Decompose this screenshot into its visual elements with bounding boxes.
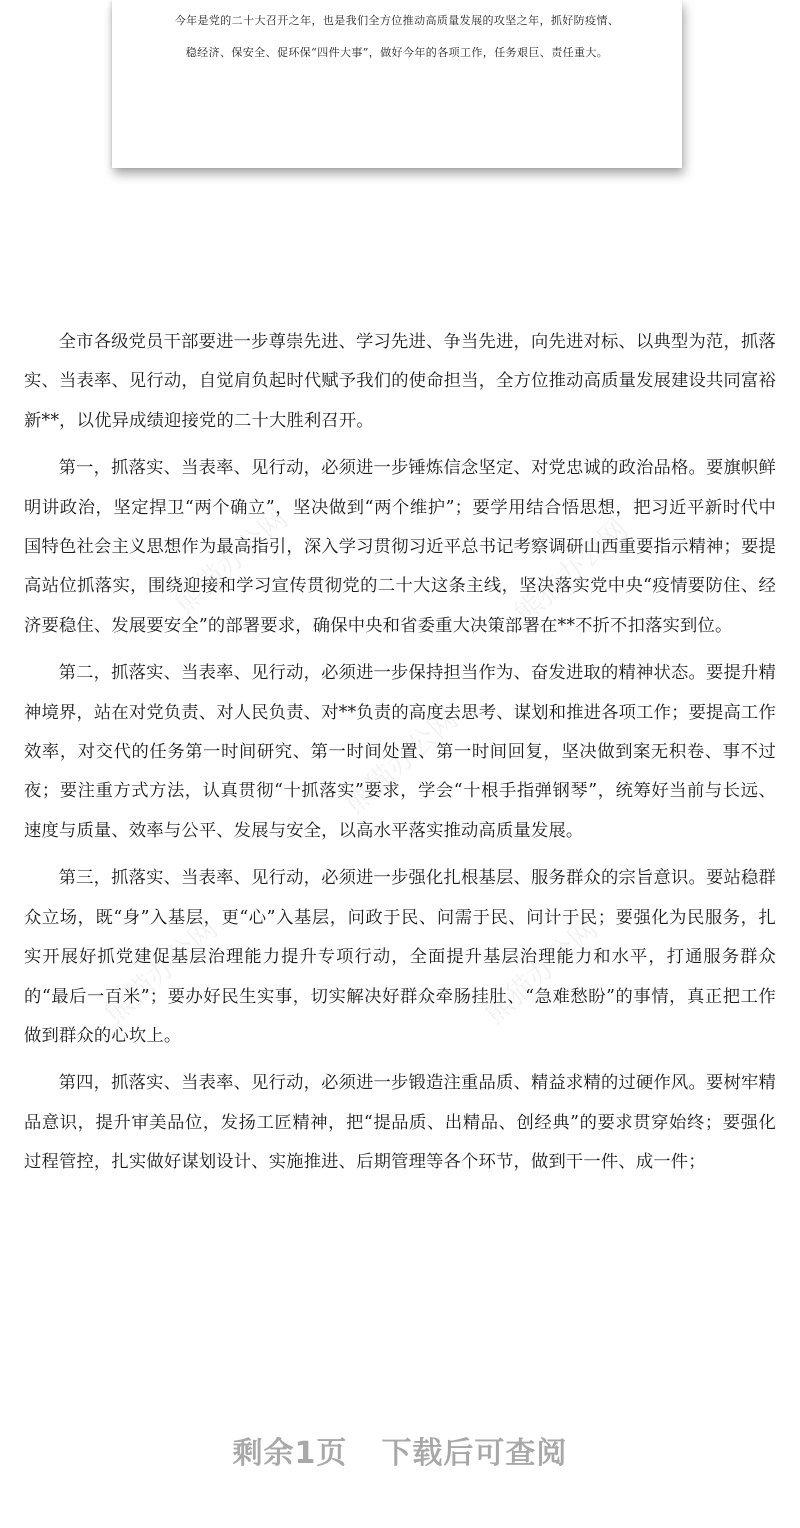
watermark: 熊猫办公网 — [167, 502, 295, 621]
watermark: 熊猫办公网 — [97, 912, 225, 1031]
watermark: 熊猫办公网 — [337, 702, 465, 821]
watermark: 熊猫办公网 — [477, 912, 605, 1031]
previous-page-card — [112, 0, 682, 168]
remaining-pages-label: 剩余1页 — [232, 1436, 348, 1471]
paragraph-third: 第三，抓落实、当表率、见行动，必须进一步强化扎根基层、服务群众的宗旨意识。要站稳群众立场，既“身”入基层，更“心”入基层，问政于民、问需于民、问计于民；要强化为民服务，扎实开展好抓党建促基层治理能力提升专项行动，全面提升基层治理能力和水平，打通服务群众的“最后一百米”；要办好民生实事，切实解决好群众牵肠挂肚、“急难愁盼”的事情，真正把工作做到群众的心坎上。 — [24, 868, 776, 1046]
watermark: 熊猫办公网 — [507, 512, 635, 631]
paragraph-first: 第一，抓落实、当表率、见行动，必须进一步锤炼信念坚定、对党忠诚的政治品格。要旗帜鲜明讲政治，坚定捍卫“两个确立”，坚决做到“两个维护”；要学用结合悟思想，把习近平新时代中国特色社会主义思想作为最高指引，深入学习贯彻习近平总书记考察调研山西重要指示精神；要提高站位抓落实，围绕迎接和学习宣传贯彻党的二十大这条主线，坚决落实党中央“疫情要防住、经济要稳住、发展要安全”的部署要求，确保中央和省委重大决策部署在**不折不扣落实到位。 — [24, 458, 776, 636]
download-hint-label: 下载后可查阅 — [381, 1436, 568, 1471]
previous-page-line-2: 稳经济、保安全、促环保“四件大事”，做好今年的各项工作，任务艰巨、责任重大。 — [185, 46, 609, 59]
download-prompt[interactable] — [0, 1428, 800, 1472]
paragraph-fourth: 第四，抓落实、当表率、见行动，必须进一步锻造注重品质、精益求精的过硬作风。要树牢精品意识，提升审美品位，发扬工匠精神，把“提品质、出精品、创经典”的要求贯穿始终；要强化过程管控，扎实做好谋划设计、实施推进、后期管理等各个环节，做到干一件、成一件； — [24, 1073, 776, 1173]
paragraph-intro: 全市各级党员干部要进一步尊崇先进、学习先进、争当先进，向先进对标、以典型为范，抓落实、当表率、见行动，自觉肩负起时代赋予我们的使命担当，全方位推动高质量发展建设共同富裕新**，以优异成绩迎接党的二十大胜利召开。 — [24, 332, 776, 431]
paragraph-second: 第二，抓落实、当表率、见行动，必须进一步保持担当作为、奋发进取的精神状态。要提升精神境界，站在对党负责、对人民负责、对**负责的高度去思考、谋划和推进各项工作；要提高工作效率，对交代的任务第一时间研究、第一时间处置、第一时间回复，坚决做到案无积卷、事不过夜；要注重方式方法，认真贯彻“十抓落实”要求，学会“十根手指弹钢琴”，统筹好当前与长远、速度与质量、效率与公平、发展与安全，以高水平落实推动高质量发展。 — [24, 663, 776, 841]
previous-page-line-1: 今年是党的二十大召开之年，也是我们全方位推动高质量发展的攻坚之年，抓好防疫情、 — [174, 14, 620, 27]
document-body — [24, 323, 776, 1191]
